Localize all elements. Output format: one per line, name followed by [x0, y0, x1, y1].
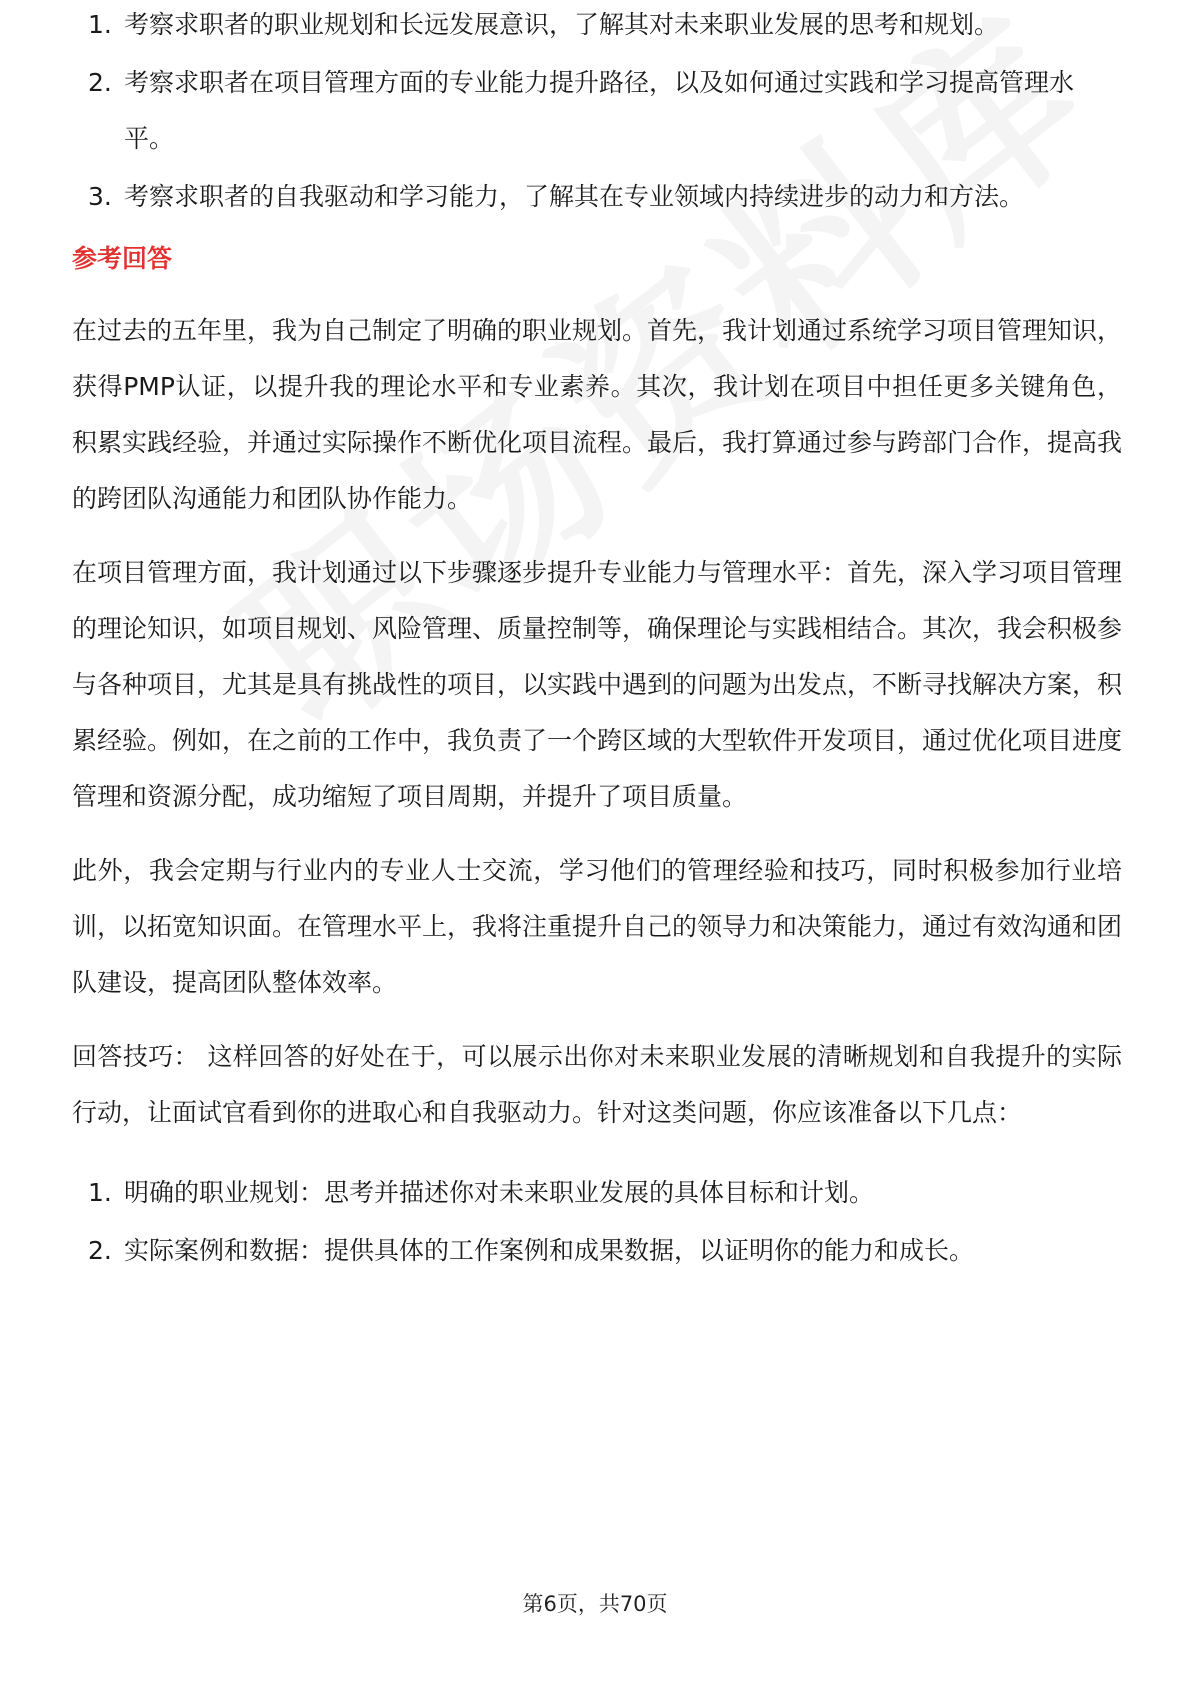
list-text: 实际案例和数据：提供具体的工作案例和成果数据，以证明你的能力和成长。	[124, 1236, 975, 1265]
goals-list	[72, 0, 1122, 225]
list-item	[72, 55, 1122, 167]
page-footer: 第6页，共70页	[522, 1592, 668, 1616]
section-title: 参考回答	[72, 244, 173, 273]
paragraph: 此外，我会定期与行业内的专业人士交流，学习他们的管理经验和技巧，同时积极参加行业培训，以拓宽知识面。在管理水平上，我将注重提升自己的领导力和决策能力，通过有效沟通和团队建设，提高团队整体效率。	[72, 856, 1123, 997]
tips-list	[72, 1165, 1122, 1279]
list-number: 3.	[88, 182, 112, 211]
list-item	[72, 169, 1122, 225]
list-text: 考察求职者在项目管理方面的专业能力提升路径，以及如何通过实践和学习提高管理水平。	[124, 68, 1075, 153]
list-text: 明确的职业规划：思考并描述你对未来职业发展的具体目标和计划。	[124, 1178, 875, 1207]
list-item	[72, 1223, 1122, 1279]
list-item	[72, 1165, 1122, 1221]
list-text: 考察求职者的职业规划和长远发展意识，了解其对未来职业发展的思考和规划。	[124, 10, 1000, 39]
list-number: 2.	[88, 1236, 112, 1265]
paragraph: 回答技巧： 这样回答的好处在于，可以展示出你对未来职业发展的清晰规划和自我提升的实际行动，让面试官看到你的进取心和自我驱动力。针对这类问题，你应该准备以下几点：	[72, 1042, 1122, 1127]
list-number: 2.	[88, 68, 112, 97]
paragraph: 在过去的五年里，我为自己制定了明确的职业规划。首先，我计划通过系统学习项目管理知识，获得PMP认证，以提升我的理论水平和专业素养。其次，我计划在项目中担任更多关键角色，积累实践经验，并通过实际操作不断优化项目流程。最后，我打算通过参与跨部门合作，提高我的跨团队沟通能力和团队协作能力。	[72, 316, 1123, 513]
list-item	[72, 0, 1122, 53]
list-number: 1.	[88, 1178, 112, 1207]
document-body	[72, 0, 1122, 1281]
list-text: 考察求职者的自我驱动和学习能力，了解其在专业领域内持续进步的动力和方法。	[124, 182, 1025, 211]
list-number: 1.	[88, 10, 112, 39]
paragraph: 在项目管理方面，我计划通过以下步骤逐步提升专业能力与管理水平：首先，深入学习项目管理的理论知识，如项目规划、风险管理、质量控制等，确保理论与实践相结合。其次，我会积极参与各种项目，尤其是具有挑战性的项目，以实践中遇到的问题为出发点，不断寻找解决方案，积累经验。例如，在之前的工作中，我负责了一个跨区域的大型软件开发项目，通过优化项目进度管理和资源分配，成功缩短了项目周期，并提升了项目质量。	[72, 558, 1123, 811]
